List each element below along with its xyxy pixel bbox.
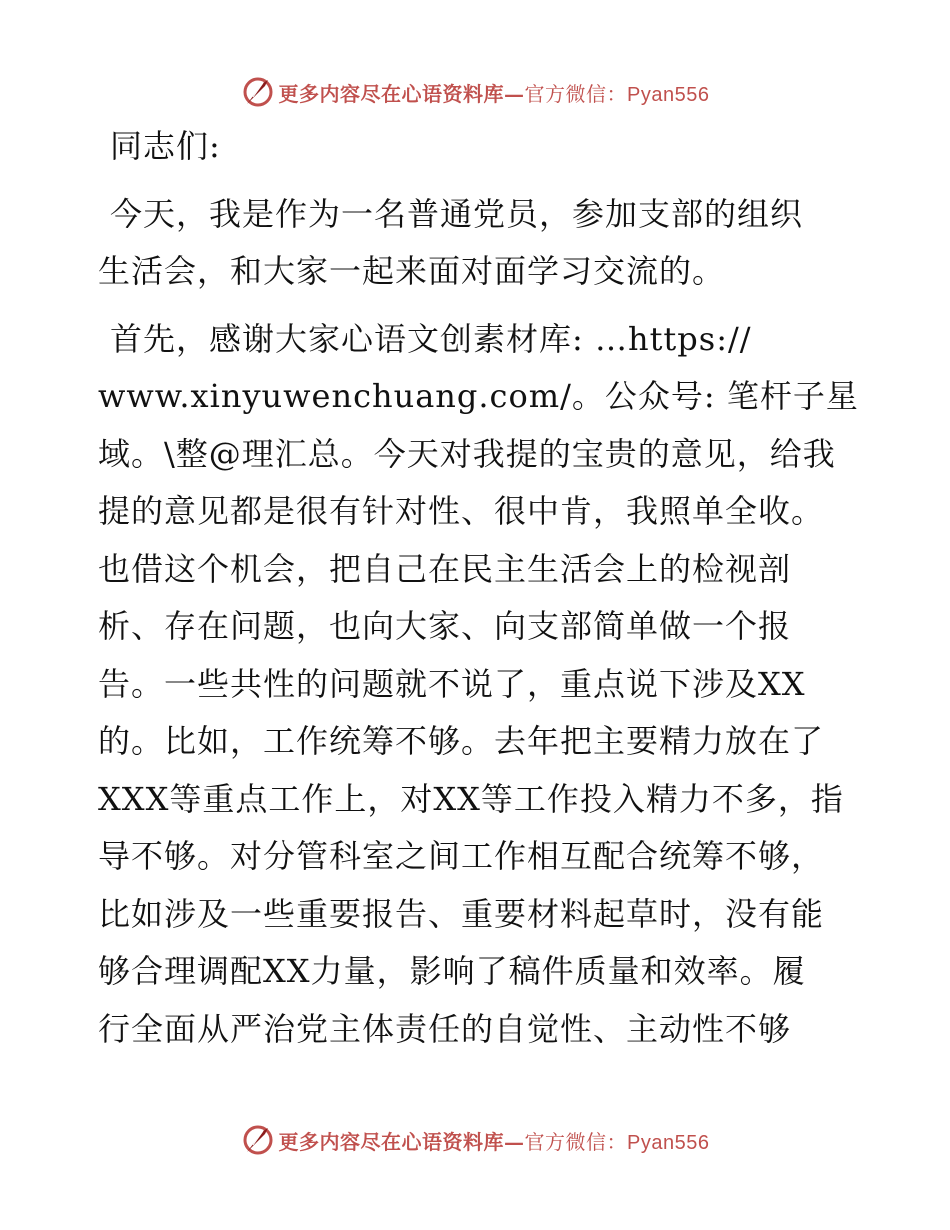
banner-dash: —: [504, 81, 525, 106]
paragraph-line: 域。\整@理汇总。今天对我提的宝贵的意见，给我: [98, 434, 836, 473]
paragraph-line: 提的意见都是很有针对性、很中肯，我照单全收。: [98, 492, 825, 530]
banner-main-text: 更多内容尽在心语资料库: [278, 81, 505, 106]
paragraph-line: 今天，我是作为一名普通党员，参加支部的组织: [110, 194, 804, 233]
banner-main-text: 更多内容尽在心语资料库: [278, 1129, 505, 1154]
paragraph-line: 的。比如，工作统筹不够。去年把主要精力放在了: [98, 722, 825, 760]
paragraph-line: 够合理调配XX力量，影响了稿件质量和效率。履: [98, 952, 806, 990]
paragraph-line: 析、存在问题，也向大家、向支部简单做一个报: [98, 607, 792, 645]
paragraph-line: 生活会，和大家一起来面对面学习交流的。: [98, 252, 726, 290]
banner-wechat-text: 官方微信：Pyan556: [524, 1131, 710, 1154]
quill-pen-circle-icon: [241, 1123, 275, 1157]
salutation-line: 同志们:: [110, 127, 221, 165]
paragraph-line: 比如涉及一些重要报告、重要材料起草时，没有能: [98, 894, 825, 933]
header-banner: [0, 72, 950, 112]
paragraph-line: www.xinyuwenchuang.com/。公众号: 笔杆子星: [98, 377, 859, 415]
banner-dash: —: [504, 1129, 525, 1154]
document-body: [98, 118, 858, 1058]
paragraph-line: 导不够。对分管科室之间工作相互配合统筹不够，: [98, 837, 825, 875]
banner-wechat-text: 官方微信：Pyan556: [524, 83, 710, 106]
paragraph-line: 告。一些共性的问题就不说了，重点说下涉及XX: [98, 664, 806, 703]
banner-text: [279, 1126, 710, 1155]
footer-banner: [0, 1120, 950, 1160]
paragraph-line: 行全面从严治党主体责任的自觉性、主动性不够: [98, 1009, 792, 1048]
paragraph-line: XXX等重点工作上，对XX等工作投入精力不多，指: [98, 779, 844, 818]
quill-pen-circle-icon: [241, 75, 275, 109]
paragraph-line: 首先，感谢大家心语文创素材库: …https://: [110, 319, 752, 358]
paragraph-line: 也借这个机会，把自己在民主生活会上的检视剖: [98, 549, 792, 588]
banner-text: [279, 78, 710, 107]
